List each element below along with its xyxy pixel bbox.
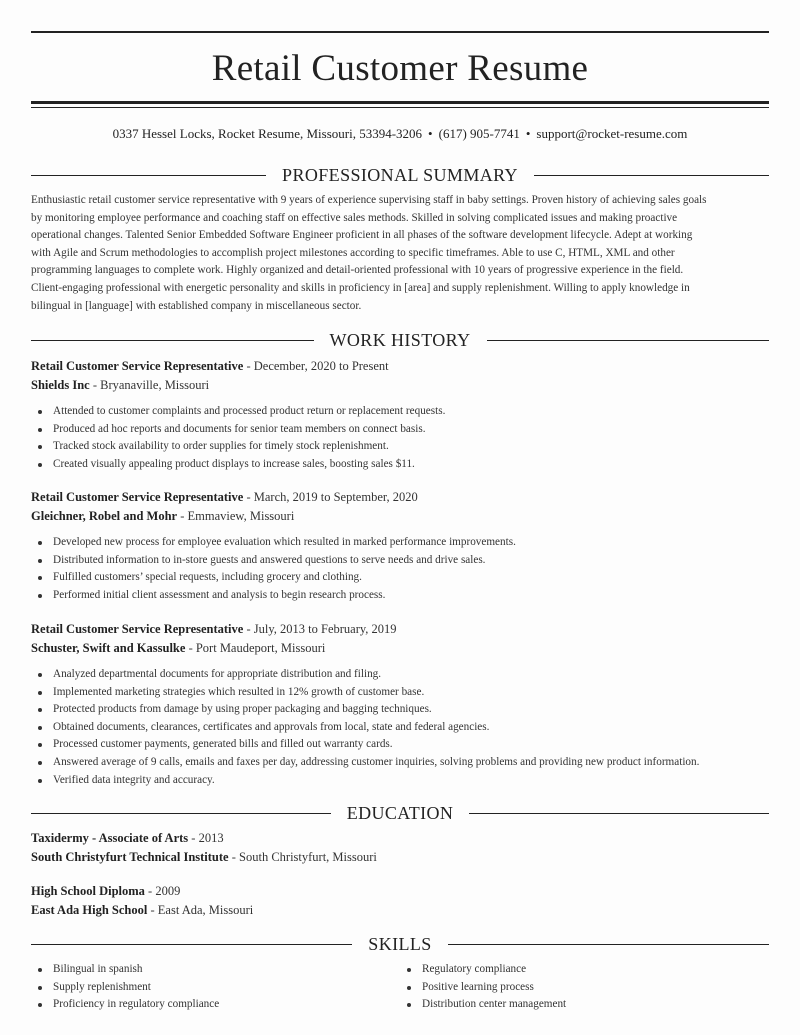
list-item: Attended to customer complaints and processed product return or replacement requests. bbox=[31, 403, 769, 421]
education-entry-2 bbox=[31, 882, 769, 920]
title-rule-thin bbox=[31, 107, 769, 108]
job-location: - Bryanaville, Missouri bbox=[89, 378, 210, 392]
degree-year: - 2009 bbox=[144, 884, 181, 898]
education-entry-1 bbox=[31, 829, 769, 867]
summary-line: bilingual in [language] with established company in miscellaneous sector. bbox=[31, 299, 362, 312]
list-item: Distributed information to in-store guests and answered questions to serve needs and drive sales. bbox=[31, 552, 769, 570]
skill-item: Supply replenishment bbox=[31, 979, 400, 997]
list-item: Produced ad hoc reports and documents for senior team members on connect basis. bbox=[31, 421, 769, 439]
divider-line bbox=[469, 813, 769, 814]
job-entry-2 bbox=[31, 488, 769, 604]
school: East Ada High School bbox=[31, 903, 148, 917]
summary-heading-label: PROFESSIONAL SUMMARY bbox=[282, 164, 518, 185]
summary-line: with Agile and Scrum methodologies to accomplish project milestones according to specific timeframes. Able to use C, HTML, XML and other bbox=[31, 246, 675, 259]
divider-line bbox=[31, 175, 266, 176]
degree-line bbox=[31, 829, 769, 848]
skills-heading bbox=[31, 932, 769, 956]
job-bullets bbox=[31, 666, 769, 789]
degree: Taxidermy - Associate of Arts bbox=[31, 831, 189, 845]
contact-phone: (617) 905-7741 bbox=[438, 126, 520, 141]
list-item: Analyzed departmental documents for appropriate distribution and filing. bbox=[31, 666, 769, 684]
contact-address: 0337 Hessel Locks, Rocket Resume, Missouri, 53394-3206 bbox=[112, 126, 423, 141]
work-heading bbox=[31, 328, 769, 352]
school-location: - East Ada, Missouri bbox=[147, 903, 254, 917]
list-item: Obtained documents, clearances, certificates and approvals from local, state and federal agencies. bbox=[31, 719, 769, 737]
school-line bbox=[31, 848, 769, 867]
school-location: - South Christyfurt, Missouri bbox=[228, 850, 377, 864]
list-item: Verified data integrity and accuracy. bbox=[31, 772, 769, 790]
job-title: Retail Customer Service Representative bbox=[31, 622, 244, 636]
summary-line: Client-engaging professional with energetic personality and skills in proficiency in [area] and supply replenishment. Willing to apply knowledge in bbox=[31, 281, 690, 294]
school: South Christyfurt Technical Institute bbox=[31, 850, 229, 864]
list-item: Fulfilled customers’ special requests, including grocery and clothing. bbox=[31, 569, 769, 587]
job-title: Retail Customer Service Representative bbox=[31, 359, 244, 373]
job-bullets bbox=[31, 534, 769, 604]
job-bullets bbox=[31, 403, 769, 473]
summary-text bbox=[31, 192, 769, 315]
job-company: Schuster, Swift and Kassulke bbox=[31, 641, 186, 655]
skill-item: Proficiency in regulatory compliance bbox=[31, 996, 400, 1014]
contact-email: support@rocket-resume.com bbox=[536, 126, 688, 141]
job-company-line bbox=[31, 376, 769, 395]
contact-line bbox=[31, 125, 769, 143]
top-rule bbox=[31, 31, 769, 33]
list-item: Tracked stock availability to order supplies for timely stock replenishment. bbox=[31, 438, 769, 456]
skill-item: Bilingual in spanish bbox=[31, 961, 400, 979]
degree-year: - 2013 bbox=[188, 831, 224, 845]
summary-line: programming languages to complete work. Highly organized and detail-oriented professional with 10 years of progressive experience in the field. bbox=[31, 264, 684, 277]
job-company: Gleichner, Robel and Mohr bbox=[31, 509, 178, 523]
job-company: Shields Inc bbox=[31, 378, 90, 392]
degree-line bbox=[31, 882, 769, 901]
divider-line bbox=[31, 340, 314, 341]
education-heading bbox=[31, 801, 769, 825]
education-heading-label: EDUCATION bbox=[346, 802, 454, 823]
summary-line: operational changes. Talented Senior Embedded Software Engineer proficient in all phases of the software development lifecycle. Adept at working bbox=[31, 229, 693, 242]
job-title-line bbox=[31, 620, 769, 639]
summary-heading bbox=[31, 163, 769, 187]
school-line bbox=[31, 901, 769, 920]
job-dates: - December, 2020 to Present bbox=[243, 359, 389, 373]
skills-right-column bbox=[400, 961, 769, 1014]
job-entry-3 bbox=[31, 620, 769, 789]
job-title-line bbox=[31, 357, 769, 376]
degree: High School Diploma bbox=[31, 884, 145, 898]
skills-left-column bbox=[31, 961, 400, 1014]
summary-line: Enthusiastic retail customer service representative with 9 years of experience supervising staff in baby settings. Proven history of achieving sales goals bbox=[31, 194, 707, 206]
work-heading-label: WORK HISTORY bbox=[329, 329, 471, 350]
job-location: - Port Maudeport, Missouri bbox=[185, 641, 326, 655]
skill-item: Positive learning process bbox=[400, 979, 769, 997]
list-item: Processed customer payments, generated bills and filled out warranty cards. bbox=[31, 736, 769, 754]
job-company-line bbox=[31, 507, 769, 526]
divider-line bbox=[31, 944, 352, 945]
divider-line bbox=[31, 813, 331, 814]
skill-item: Regulatory compliance bbox=[400, 961, 769, 979]
job-company-line bbox=[31, 639, 769, 658]
skill-item: Distribution center management bbox=[400, 996, 769, 1014]
job-entry-1 bbox=[31, 357, 769, 473]
skills-heading-label: SKILLS bbox=[368, 933, 432, 954]
title-rule-thick bbox=[31, 101, 769, 104]
list-item: Protected products from damage by using proper packaging and bagging techniques. bbox=[31, 701, 769, 719]
divider-line bbox=[448, 944, 769, 945]
job-location: - Emmaview, Missouri bbox=[177, 509, 295, 523]
list-item: Developed new process for employee evaluation which resulted in marked performance improvements. bbox=[31, 534, 769, 552]
job-dates: - March, 2019 to September, 2020 bbox=[243, 490, 418, 504]
list-item: Performed initial client assessment and analysis to begin research process. bbox=[31, 587, 769, 605]
contact-separator: • bbox=[428, 126, 433, 141]
divider-line bbox=[487, 340, 770, 341]
job-dates: - July, 2013 to February, 2019 bbox=[243, 622, 397, 636]
list-item: Implemented marketing strategies which resulted in 12% growth of customer base. bbox=[31, 684, 769, 702]
skills-grid bbox=[31, 961, 769, 1014]
job-title-line bbox=[31, 488, 769, 507]
list-item: Created visually appealing product displays to increase sales, boosting sales $11. bbox=[31, 456, 769, 474]
summary-line: by monitoring employee performance and coaching staff on effective sales methods. Skilled in solving complicated issues and making proactive bbox=[31, 211, 678, 224]
list-item: Answered average of 9 calls, emails and faxes per day, addressing customer inquiries, solving problems and providing new product information. bbox=[31, 754, 769, 772]
contact-separator: • bbox=[525, 126, 531, 141]
resume-title: Retail Customer Resume bbox=[211, 48, 589, 89]
job-title: Retail Customer Service Representative bbox=[31, 490, 244, 504]
divider-line bbox=[534, 175, 769, 176]
